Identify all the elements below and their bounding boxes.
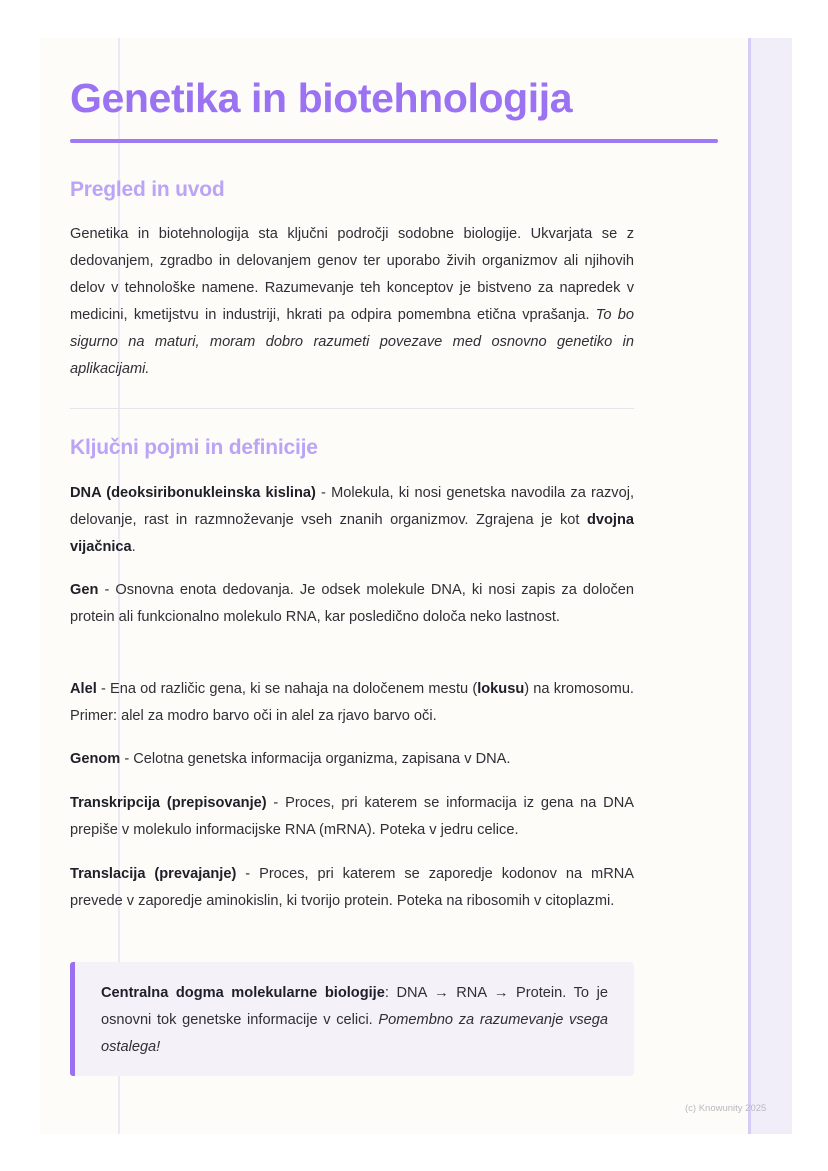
term-dna-bold: dvojna vijačnica — [70, 512, 634, 555]
definition-dna-end: . — [131, 539, 136, 555]
overview-note: To bo sigurno na maturi, moram dobro razumeti povezave med osnovno genetiko in aplikacijami. — [70, 307, 634, 377]
page-right-band-line — [748, 38, 751, 1134]
definition-translacija-text: - Proces, pri katerem se zaporedje kodonov na mRNA prevede v zaporedje aminokislin, ki tvorijo protein. Poteka na ribosomih v citoplazmi. — [70, 866, 635, 909]
definition-gen-text: - Osnovna enota dedovanja. Je odsek molekule DNA, ki nosi zapis za določen protein ali funkcionalno molekulo RNA, kar posledično določa neko lastnost. — [70, 582, 634, 625]
term-alel: Alel — [70, 681, 97, 697]
definition-transkripcija-text: - Proces, pri katerem se informacija iz gena na DNA prepiše v molekulo informacijske RNA (mRNA). Poteka v jedru celice. — [70, 795, 634, 838]
overview-paragraph — [70, 221, 634, 383]
definition-dna — [70, 480, 634, 561]
callout-text: : DNA → RNA → Protein. To je osnovni tok genetske informacije v celici. — [101, 985, 608, 1028]
title-block — [70, 70, 634, 126]
section-heading-definitions: Ključni pojmi in definicije — [70, 436, 318, 459]
term-transkripcija: Transkripcija (prepisovanje) — [70, 795, 267, 811]
term-gen: Gen — [70, 582, 99, 598]
section-heading-overview: Pregled in uvod — [70, 178, 225, 201]
definition-genom — [70, 746, 634, 773]
callout-note: Pomembno za razumevanje vsega ostalega! — [101, 1012, 608, 1055]
definition-genom-text: - Celotna genetska informacija organizma, zapisana v DNA. — [120, 751, 511, 767]
definition-transkripcija — [70, 790, 634, 844]
callout-paragraph — [101, 980, 608, 1061]
definition-alel-end: ) na kromosomu. Primer: alel za modro barvo oči in alel za rjavo barvo oči. — [70, 681, 634, 724]
page-right-band — [748, 38, 792, 1134]
title-underline — [70, 139, 718, 143]
section-divider — [70, 408, 634, 409]
footer-copyright: (c) Knowunity 2025 — [685, 1103, 767, 1114]
term-genom: Genom — [70, 751, 121, 767]
definition-translacija — [70, 861, 634, 915]
definition-alel-text: - Ena od različic gena, ki se nahaja na določenem mestu ( — [96, 681, 478, 697]
callout-term: Centralna dogma molekularne biologije — [101, 985, 385, 1001]
callout-accent-bar — [70, 962, 75, 1076]
callout-box — [70, 962, 634, 1076]
term-alel-bold: lokusu — [477, 681, 525, 697]
term-translacija: Translacija (prevajanje) — [70, 866, 237, 882]
page-title: Genetika in biotehnologija — [70, 75, 573, 121]
definition-alel — [70, 676, 634, 730]
overview-text: Genetika in biotehnologija sta ključni področji sodobne biologije. Ukvarjata se z dedovanjem, zgradbo in delovanjem genov ter uporabo živih organizmov ali njihovih delov v tehnološke namene. Razumevanje teh konceptov je bistveno za napredek v medicini, kmetijstvu in industriji, hkrati pa odpira pomembna etična vprašanja. — [70, 226, 634, 323]
definition-gen — [70, 577, 634, 631]
definition-dna-text: - Molekula, ki nosi genetska navodila za razvoj, delovanje, rast in razmnoževanje vseh znanih organizmov. Zgrajena je kot — [70, 485, 634, 528]
term-dna: DNA (deoksiribonukleinska kislina) — [70, 485, 316, 501]
